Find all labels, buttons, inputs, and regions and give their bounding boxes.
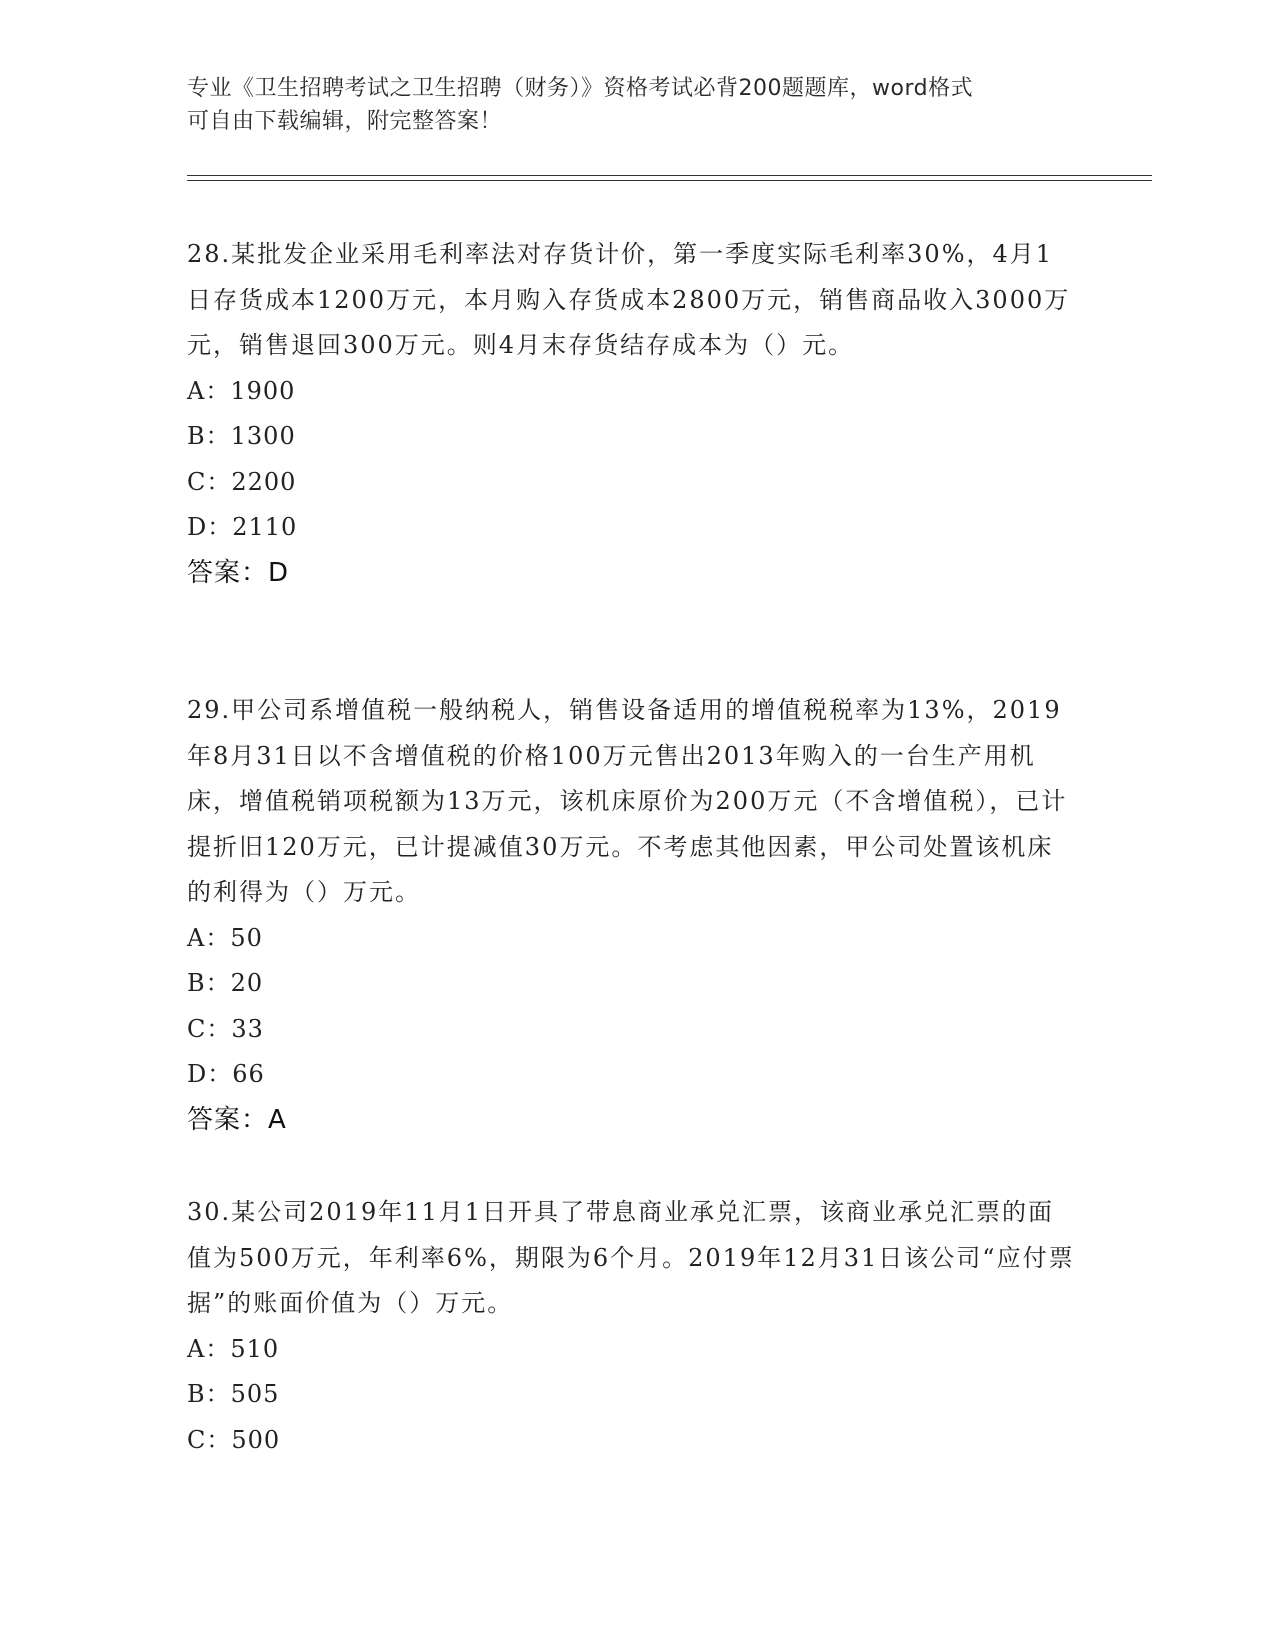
header-divider-top bbox=[187, 175, 1152, 176]
option-b: B：20 bbox=[187, 969, 264, 997]
question-stem: 28.某批发企业采用毛利率法对存货计价，第一季度实际毛利率30%，4月1日存货成本1200万元，本月购入存货成本2800万元，销售商品收入3000万元，销售退回300万元。则4月末存货结存成本为（）元。 bbox=[187, 240, 1071, 359]
option-list bbox=[187, 1327, 1077, 1464]
option-b: B：1300 bbox=[187, 422, 296, 450]
header-title-line1: 专业《卫生招聘考试之卫生招聘（财务）》资格考试必背200题题库，word格式 bbox=[187, 76, 974, 101]
option-b: B：505 bbox=[187, 1380, 280, 1408]
option-a: A：50 bbox=[187, 923, 263, 952]
question-stem: 29.甲公司系增值税一般纳税人，销售设备适用的增值税税率为13%，2019年8月31日以不含增值税的价格100万元售出2013年购入的一台生产用机床，增值税销项税额为13万元，该机床原价为200万元（不含增值税），已计提折旧120万元，已计提减值30万元。不考虑其他因素，甲公司处置该机床的利得为（）万元。 bbox=[187, 696, 1068, 906]
option-list bbox=[187, 369, 1077, 551]
option-list bbox=[187, 916, 1077, 1098]
header-title-line2: 可自由下载编辑，附完整答案！ bbox=[187, 109, 503, 134]
question-stem: 30.某公司2019年11月1日开具了带息商业承兑汇票，该商业承兑汇票的面值为500万元，年利率6%，期限为6个月。2019年12月31日该公司“应付票据”的账面价值为（）万元。 bbox=[187, 1198, 1075, 1317]
question-29 bbox=[187, 688, 1077, 1143]
option-c: C：500 bbox=[187, 1425, 281, 1454]
option-a: A：1900 bbox=[187, 376, 296, 405]
question-30 bbox=[187, 1190, 1077, 1463]
option-c: C：33 bbox=[187, 1014, 264, 1043]
answer-line: 答案：D bbox=[187, 557, 290, 588]
answer-line: 答案：A bbox=[187, 1104, 287, 1135]
option-d: D：2110 bbox=[187, 513, 298, 541]
option-a: A：510 bbox=[187, 1334, 280, 1363]
header-divider-bottom bbox=[187, 180, 1152, 181]
option-d: D：66 bbox=[187, 1060, 265, 1088]
option-c: C：2200 bbox=[187, 467, 297, 496]
document-header bbox=[187, 72, 1067, 138]
question-28 bbox=[187, 232, 1077, 596]
